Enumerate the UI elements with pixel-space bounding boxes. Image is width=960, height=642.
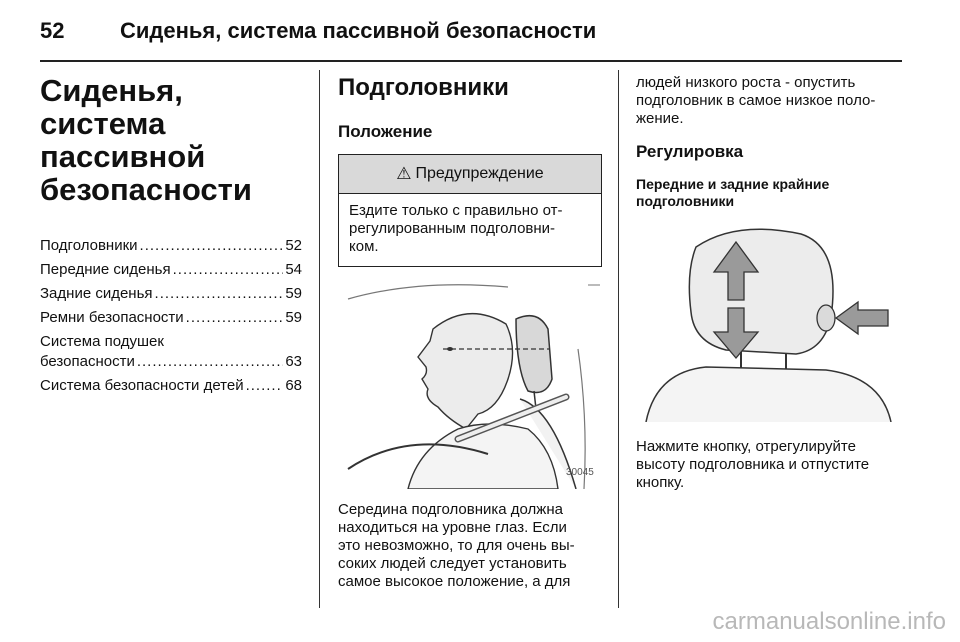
toc-leader [246, 374, 284, 398]
toc-page: 59 [285, 309, 302, 326]
text-line: подголовник в самое низкое поло- [636, 92, 876, 109]
headrest [689, 229, 833, 354]
subsection-heading: Положение [338, 122, 433, 141]
toc-link[interactable] [40, 374, 302, 398]
warning-title: Предупреждение [415, 165, 544, 182]
subsection-subheading [636, 176, 902, 210]
content-column [338, 74, 602, 591]
text-line: кнопку. [636, 474, 685, 491]
section-heading: Подголовники [338, 74, 509, 101]
arrow-left-icon [836, 302, 888, 334]
page-number: 52 [40, 18, 65, 43]
body-text-continued [636, 74, 902, 128]
headrest-adjust-illustration [636, 222, 902, 422]
subsection-heading: Регулировка [636, 142, 744, 161]
warning-text [339, 194, 601, 266]
text-line: высоту подголовника и отпустите [636, 456, 870, 473]
toc-page: 63 [285, 353, 302, 370]
content-column [636, 74, 902, 492]
toc-link[interactable] [40, 234, 302, 258]
driver-torso [408, 424, 558, 489]
toc-label: Передние сиденья [40, 261, 171, 278]
figure-number: 30045 [566, 467, 594, 478]
toc-link[interactable] [40, 258, 302, 282]
release-button [817, 305, 835, 331]
table-of-contents [40, 234, 302, 398]
text-line: подголовники [636, 193, 735, 209]
driver-head [418, 314, 513, 429]
watermark: carmanualsonline.info [712, 608, 946, 635]
warning-triangle-icon: ⚠ [396, 164, 412, 183]
chapter-title-line: пассивной [40, 139, 206, 174]
toc-leader [186, 306, 284, 330]
toc-page: 52 [285, 237, 302, 254]
text-line: соких людей следует установить [338, 555, 567, 572]
toc-label: Подголовники [40, 237, 138, 254]
text-line: это невозможно, то для очень вы- [338, 537, 575, 554]
header-divider [40, 60, 902, 62]
body-text [338, 501, 602, 591]
text-line: людей низкого роста - опустить [636, 74, 856, 91]
text-line: Передние и задние крайние [636, 176, 830, 192]
toc-leader [140, 234, 284, 258]
text-line: регулированным подголовни- [349, 220, 556, 237]
toc-link[interactable] [40, 332, 302, 372]
toc-label: Система безопасности детей [40, 377, 244, 394]
column-divider [618, 70, 619, 608]
headrest [516, 316, 552, 393]
toc-leader [173, 258, 284, 282]
headrest-position-illustration [338, 279, 602, 489]
page-header [40, 18, 902, 58]
chapter-title-line: безопасности [40, 172, 252, 207]
toc-column [40, 74, 302, 398]
toc-leader [155, 282, 284, 306]
text-line: Середина подголовника должна [338, 501, 563, 518]
text-line: жение. [636, 110, 684, 127]
toc-label: Ремни безопасности [40, 309, 184, 326]
roof-line [348, 285, 508, 299]
toc-link[interactable] [40, 306, 302, 330]
text-line: находиться на уровне глаз. Если [338, 519, 567, 536]
toc-page: 54 [285, 261, 302, 278]
toc-page: 68 [285, 377, 302, 394]
text-line: ком. [349, 238, 379, 255]
toc-label: безопасности [40, 353, 135, 370]
text-line: самое высокое положение, а для [338, 573, 571, 590]
text-line: Ездите только с правильно от- [349, 202, 563, 219]
toc-leader [137, 352, 283, 372]
column-divider [319, 70, 320, 608]
running-title: Сиденья, система пассивной безопасности [120, 18, 597, 43]
toc-label: Система подушек [40, 333, 164, 350]
body-text [636, 438, 902, 492]
seat-back [646, 367, 891, 422]
toc-link[interactable] [40, 282, 302, 306]
toc-label: Задние сиденья [40, 285, 153, 302]
text-line: Нажмите кнопку, отрегулируйте [636, 438, 856, 455]
chapter-title [40, 74, 302, 206]
toc-page: 59 [285, 285, 302, 302]
warning-box [338, 154, 602, 267]
chapter-title-line: Сиденья, система [40, 73, 183, 141]
warning-header [339, 155, 601, 194]
